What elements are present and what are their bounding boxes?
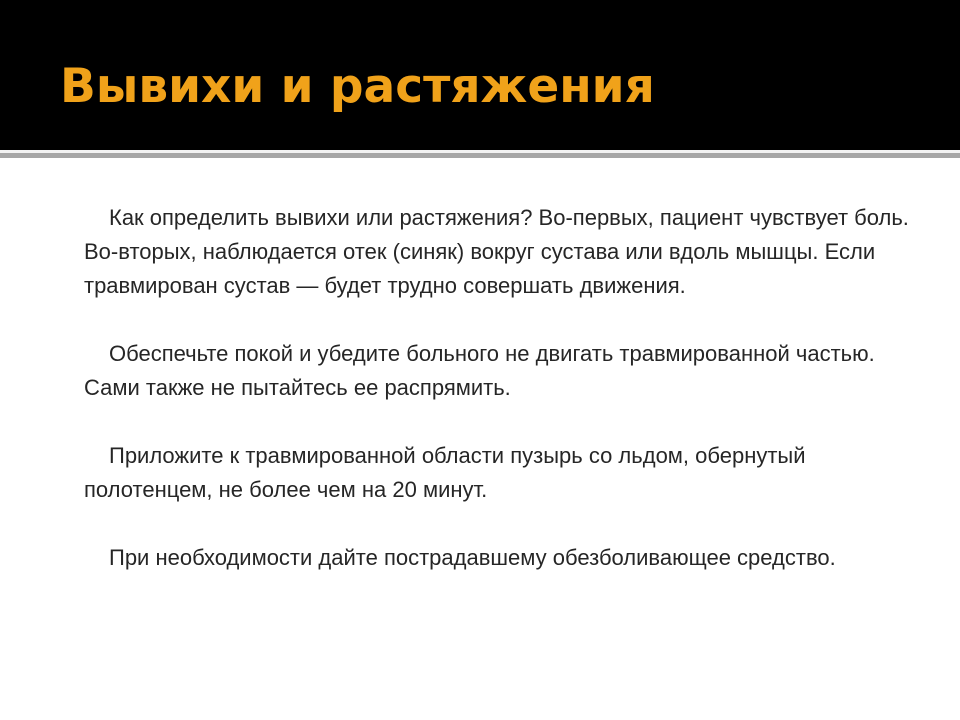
slide-title: Вывихи и растяжения [60, 59, 655, 114]
paragraph-painkiller: При необходимости дайте пострадавшему обезболивающее средство. [109, 545, 836, 570]
body-text [84, 201, 914, 609]
paragraph-symptoms: Как определить вывихи или растяжения? Во-первых, пациент чувствует боль. Во-вторых, наблюдается отек (синяк) вокруг сустава или вдоль мышцы. Если травмирован сустав — будет трудно совершать движения. [84, 205, 909, 298]
title-bar [0, 0, 960, 150]
paragraph-rest: Обеспечьте покой и убедите больного не двигать травмированной частью. Сами также не пытайтесь ее распрямить. [84, 341, 875, 400]
content-area [0, 158, 960, 720]
paragraph-ice: Приложите к травмированной области пузырь со льдом, обернутый полотенцем, не более чем на 20 минут. [84, 443, 806, 502]
